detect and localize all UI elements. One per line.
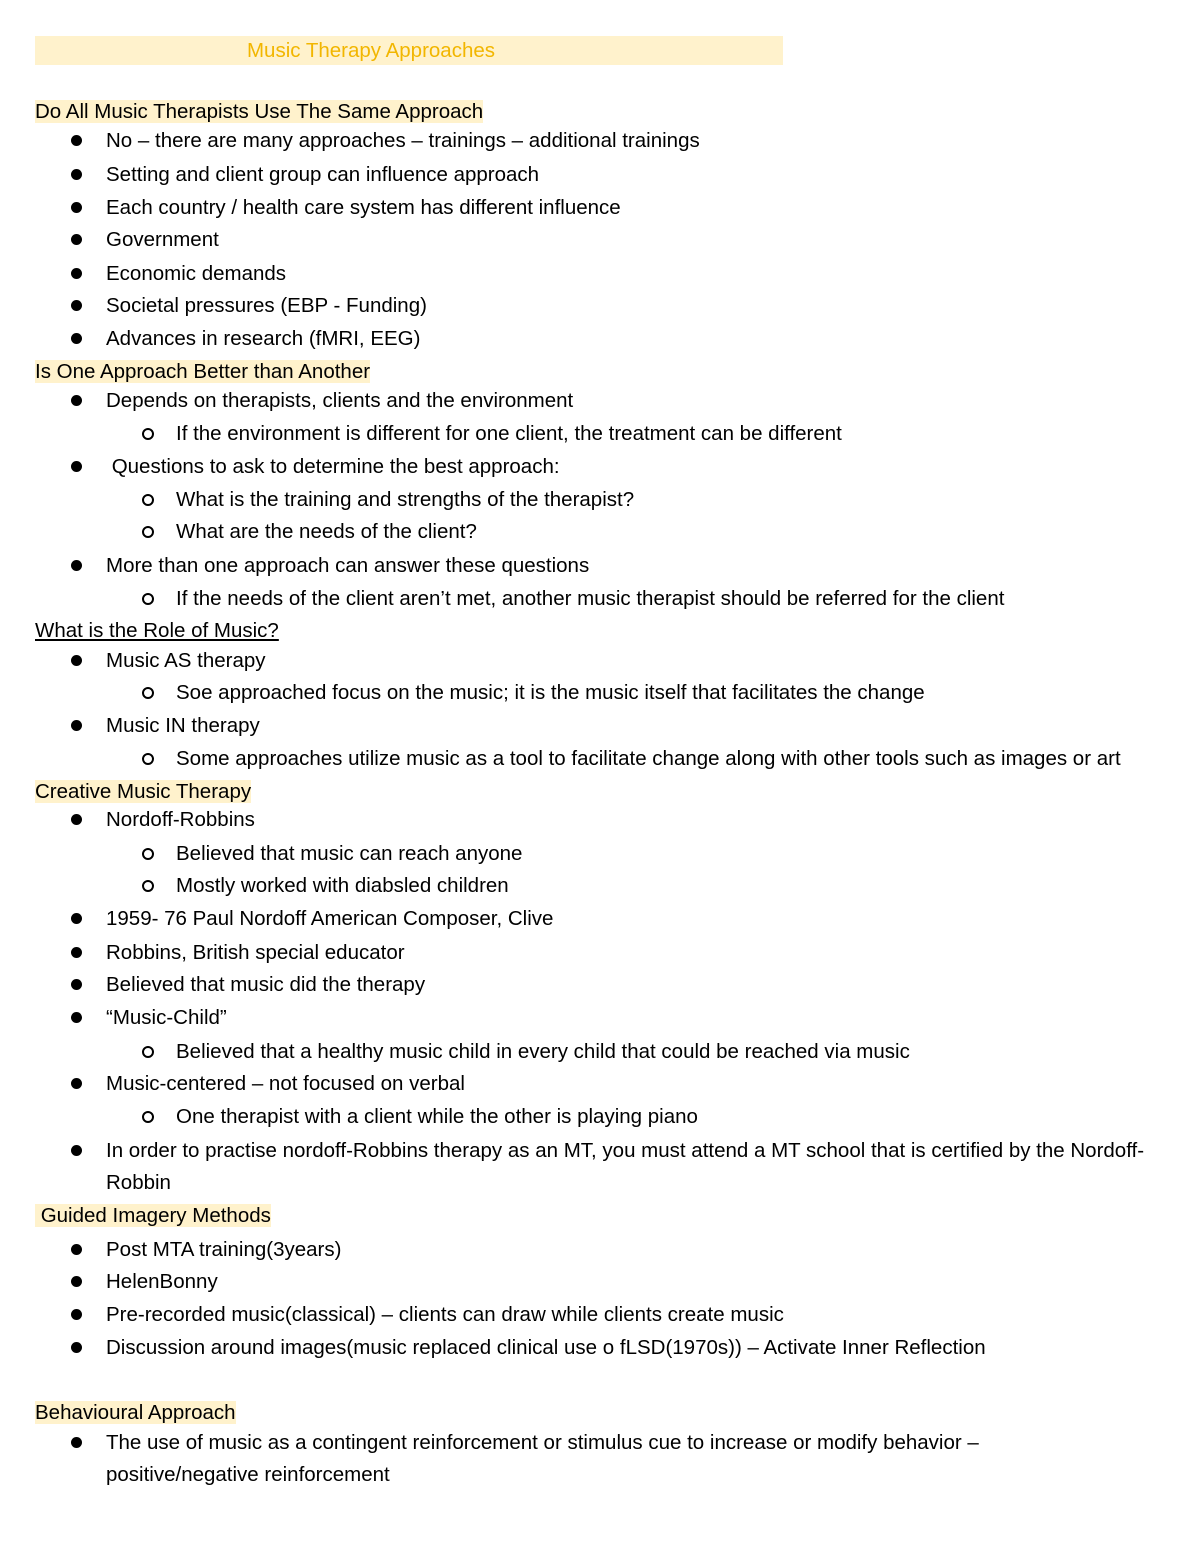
list-item: The use of music as a contingent reinforcement or stimulus cue to increase or modify behavior – positive/negative reinforcement [106,1427,1066,1491]
list-item: Nordoff-Robbins [106,807,255,833]
list-item: Post MTA training(3years) [106,1237,341,1263]
document-title: Music Therapy Approaches [246,39,496,62]
bullet-icon [71,913,82,924]
section-heading: What is the Role of Music? [35,619,279,642]
bullet-icon [71,461,82,472]
section-heading: Is One Approach Better than Another [35,360,371,383]
bullet-icon [71,1342,82,1353]
list-item: Believed that music did the therapy [106,972,425,998]
bullet-icon [71,1145,82,1156]
list-item: No – there are many approaches – trainings – additional trainings [106,128,700,154]
list-item: Robbins, British special educator [106,940,405,966]
sub-list-item: Soe approached focus on the music; it is the music itself that facilitates the change [176,680,925,706]
list-item: Societal pressures (EBP - Funding) [106,293,427,319]
hollow-bullet-icon [142,494,154,506]
bullet-icon [71,1078,82,1089]
hollow-bullet-icon [142,848,154,860]
hollow-bullet-icon [142,1046,154,1058]
list-item: Government [106,227,219,253]
list-item: Questions to ask to determine the best approach: [106,454,560,480]
bullet-icon [71,947,82,958]
bullet-icon [71,1437,82,1448]
bullet-icon [71,1012,82,1023]
section-heading: Do All Music Therapists Use The Same Approach [35,100,484,123]
list-item: 1959- 76 Paul Nordoff American Composer, Clive [106,906,553,932]
list-item: Discussion around images(music replaced clinical use o fLSD(1970s)) – Activate Inner Reflection [106,1335,986,1361]
bullet-icon [71,202,82,213]
bullet-icon [71,1244,82,1255]
bullet-icon [71,333,82,344]
sub-list-item: What is the training and strengths of the therapist? [176,487,634,513]
sub-list-item: Mostly worked with diabsled children [176,873,509,899]
list-item: Setting and client group can influence approach [106,162,539,188]
list-item: Music AS therapy [106,648,266,674]
bullet-icon [71,814,82,825]
hollow-bullet-icon [142,593,154,605]
bullet-icon [71,560,82,571]
section-heading: Behavioural Approach [35,1401,236,1424]
bullet-icon [71,300,82,311]
hollow-bullet-icon [142,880,154,892]
bullet-icon [71,1309,82,1320]
list-item: Pre-recorded music(classical) – clients can draw while clients create music [106,1302,784,1328]
hollow-bullet-icon [142,1111,154,1123]
hollow-bullet-icon [142,428,154,440]
bullet-icon [71,1276,82,1287]
list-item: Music IN therapy [106,713,260,739]
bullet-icon [71,720,82,731]
hollow-bullet-icon [142,753,154,765]
document-title-bar [35,36,783,65]
bullet-icon [71,234,82,245]
sub-list-item: What are the needs of the client? [176,519,477,545]
bullet-icon [71,979,82,990]
list-item: Each country / health care system has different influence [106,195,621,221]
list-item: “Music-Child” [106,1005,227,1031]
bullet-icon [71,655,82,666]
section-heading: Guided Imagery Methods [35,1204,271,1227]
sub-list-item: Believed that music can reach anyone [176,841,522,867]
list-item: Economic demands [106,261,286,287]
section-heading: Creative Music Therapy [35,780,252,803]
hollow-bullet-icon [142,526,154,538]
hollow-bullet-icon [142,687,154,699]
bullet-icon [71,135,82,146]
list-item: Music-centered – not focused on verbal [106,1071,465,1097]
sub-list-item: Some approaches utilize music as a tool to facilitate change along with other tools such as images or art [176,746,1121,772]
sub-list-item: Believed that a healthy music child in every child that could be reached via music [176,1039,910,1065]
bullet-icon [71,268,82,279]
list-item: Depends on therapists, clients and the environment [106,388,573,414]
sub-list-item: If the needs of the client aren’t met, another music therapist should be referred for the client [176,586,1004,612]
list-item: Advances in research (fMRI, EEG) [106,326,420,352]
sub-list-item: One therapist with a client while the other is playing piano [176,1104,698,1130]
list-item: HelenBonny [106,1269,218,1295]
bullet-icon [71,169,82,180]
list-item: More than one approach can answer these questions [106,553,589,579]
list-item: In order to practise nordoff-Robbins therapy as an MT, you must attend a MT school that is certified by the Nordoff-Robbin [106,1135,1146,1199]
bullet-icon [71,395,82,406]
sub-list-item: If the environment is different for one client, the treatment can be different [176,421,842,447]
